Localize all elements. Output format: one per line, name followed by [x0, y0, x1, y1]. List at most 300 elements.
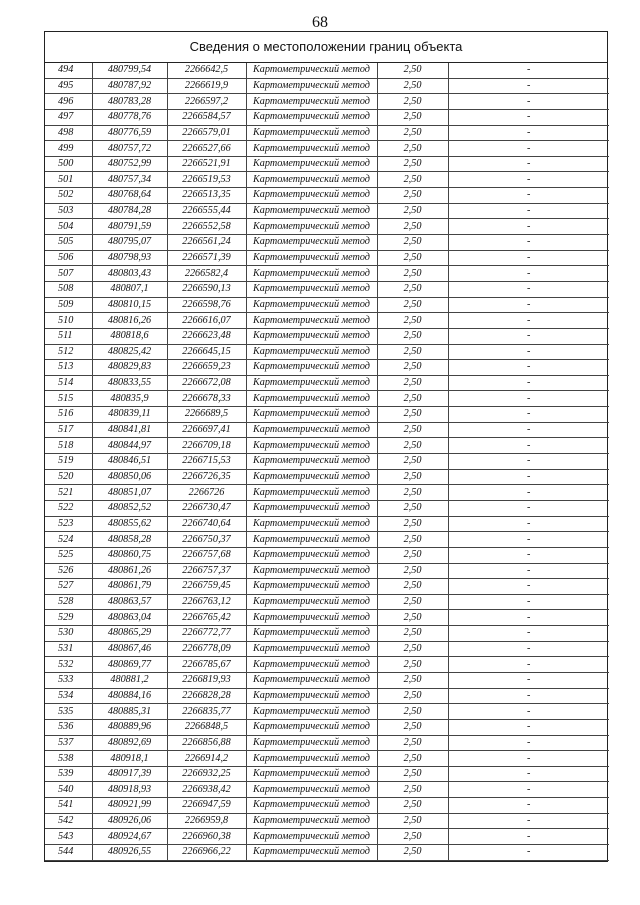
- description-cell: -: [448, 391, 609, 407]
- table-row: [45, 704, 609, 720]
- description-cell: -: [448, 188, 609, 204]
- description-cell: -: [448, 78, 609, 94]
- description-cell: -: [448, 547, 609, 563]
- x-coordinate-cell: 480839,11: [92, 407, 167, 423]
- x-coordinate-cell: 480889,96: [92, 719, 167, 735]
- y-coordinate-cell: 2266848,5: [167, 719, 246, 735]
- method-cell: Картометрический метод: [246, 203, 377, 219]
- precision-cell: 2,50: [377, 125, 448, 141]
- method-cell: Картометрический метод: [246, 610, 377, 626]
- x-coordinate-cell: 480787,92: [92, 78, 167, 94]
- method-cell: Картометрический метод: [246, 672, 377, 688]
- table-row: [45, 641, 609, 657]
- x-coordinate-cell: 480803,43: [92, 266, 167, 282]
- point-number-cell: 494: [45, 63, 92, 78]
- table-row: [45, 813, 609, 829]
- method-cell: Картометрический метод: [246, 156, 377, 172]
- table-row: [45, 109, 609, 125]
- table-row: [45, 360, 609, 376]
- precision-cell: 2,50: [377, 375, 448, 391]
- table-row: [45, 766, 609, 782]
- precision-cell: 2,50: [377, 688, 448, 704]
- table-row: [45, 485, 609, 501]
- point-number-cell: 533: [45, 672, 92, 688]
- y-coordinate-cell: 2266938,42: [167, 782, 246, 798]
- method-cell: Картометрический метод: [246, 766, 377, 782]
- point-number-cell: 519: [45, 454, 92, 470]
- point-number-cell: 535: [45, 704, 92, 720]
- precision-cell: 2,50: [377, 594, 448, 610]
- table-row: [45, 63, 609, 78]
- y-coordinate-cell: 2266778,09: [167, 641, 246, 657]
- description-cell: -: [448, 657, 609, 673]
- point-number-cell: 513: [45, 360, 92, 376]
- y-coordinate-cell: 2266828,28: [167, 688, 246, 704]
- description-cell: -: [448, 641, 609, 657]
- precision-cell: 2,50: [377, 422, 448, 438]
- precision-cell: 2,50: [377, 829, 448, 845]
- point-number-cell: 542: [45, 813, 92, 829]
- table-row: [45, 203, 609, 219]
- x-coordinate-cell: 480869,77: [92, 657, 167, 673]
- table-row: [45, 798, 609, 814]
- description-cell: -: [448, 281, 609, 297]
- y-coordinate-cell: 2266519,53: [167, 172, 246, 188]
- precision-cell: 2,50: [377, 641, 448, 657]
- y-coordinate-cell: 2266555,44: [167, 203, 246, 219]
- point-number-cell: 516: [45, 407, 92, 423]
- description-cell: -: [448, 485, 609, 501]
- description-cell: -: [448, 109, 609, 125]
- y-coordinate-cell: 2266914,2: [167, 751, 246, 767]
- table-row: [45, 829, 609, 845]
- y-coordinate-cell: 2266642,5: [167, 63, 246, 78]
- point-number-cell: 525: [45, 547, 92, 563]
- method-cell: Картометрический метод: [246, 375, 377, 391]
- precision-cell: 2,50: [377, 735, 448, 751]
- y-coordinate-cell: 2266740,64: [167, 516, 246, 532]
- y-coordinate-cell: 2266561,24: [167, 235, 246, 251]
- y-coordinate-cell: 2266616,07: [167, 313, 246, 329]
- precision-cell: 2,50: [377, 391, 448, 407]
- description-cell: -: [448, 407, 609, 423]
- table-row: [45, 672, 609, 688]
- x-coordinate-cell: 480917,39: [92, 766, 167, 782]
- precision-cell: 2,50: [377, 328, 448, 344]
- x-coordinate-cell: 480757,72: [92, 141, 167, 157]
- precision-cell: 2,50: [377, 313, 448, 329]
- precision-cell: 2,50: [377, 156, 448, 172]
- point-number-cell: 531: [45, 641, 92, 657]
- point-number-cell: 524: [45, 532, 92, 548]
- point-number-cell: 520: [45, 469, 92, 485]
- x-coordinate-cell: 480816,26: [92, 313, 167, 329]
- y-coordinate-cell: 2266579,01: [167, 125, 246, 141]
- table-row: [45, 313, 609, 329]
- x-coordinate-cell: 480861,26: [92, 563, 167, 579]
- method-cell: Картометрический метод: [246, 94, 377, 110]
- table-row: [45, 563, 609, 579]
- point-number-cell: 528: [45, 594, 92, 610]
- method-cell: Картометрический метод: [246, 266, 377, 282]
- table-row: [45, 547, 609, 563]
- description-cell: -: [448, 454, 609, 470]
- description-cell: -: [448, 516, 609, 532]
- description-cell: -: [448, 422, 609, 438]
- x-coordinate-cell: 480865,29: [92, 626, 167, 642]
- table-row: [45, 516, 609, 532]
- description-cell: -: [448, 125, 609, 141]
- x-coordinate-cell: 480807,1: [92, 281, 167, 297]
- x-coordinate-cell: 480776,59: [92, 125, 167, 141]
- precision-cell: 2,50: [377, 250, 448, 266]
- point-number-cell: 543: [45, 829, 92, 845]
- precision-cell: 2,50: [377, 579, 448, 595]
- description-cell: -: [448, 250, 609, 266]
- method-cell: Картометрический метод: [246, 704, 377, 720]
- description-cell: -: [448, 219, 609, 235]
- precision-cell: 2,50: [377, 438, 448, 454]
- table-row: [45, 125, 609, 141]
- coordinates-table: [45, 63, 609, 861]
- method-cell: Картометрический метод: [246, 297, 377, 313]
- method-cell: Картометрический метод: [246, 172, 377, 188]
- y-coordinate-cell: 2266772,77: [167, 626, 246, 642]
- precision-cell: 2,50: [377, 563, 448, 579]
- description-cell: -: [448, 328, 609, 344]
- description-cell: -: [448, 688, 609, 704]
- x-coordinate-cell: 480926,06: [92, 813, 167, 829]
- description-cell: -: [448, 532, 609, 548]
- method-cell: Картометрический метод: [246, 813, 377, 829]
- x-coordinate-cell: 480863,04: [92, 610, 167, 626]
- x-coordinate-cell: 480860,75: [92, 547, 167, 563]
- y-coordinate-cell: 2266571,39: [167, 250, 246, 266]
- table-row: [45, 250, 609, 266]
- y-coordinate-cell: 2266619,9: [167, 78, 246, 94]
- y-coordinate-cell: 2266960,38: [167, 829, 246, 845]
- description-cell: -: [448, 156, 609, 172]
- precision-cell: 2,50: [377, 704, 448, 720]
- description-cell: -: [448, 563, 609, 579]
- precision-cell: 2,50: [377, 63, 448, 78]
- point-number-cell: 502: [45, 188, 92, 204]
- description-cell: -: [448, 63, 609, 78]
- method-cell: Картометрический метод: [246, 469, 377, 485]
- y-coordinate-cell: 2266659,23: [167, 360, 246, 376]
- method-cell: Картометрический метод: [246, 219, 377, 235]
- precision-cell: 2,50: [377, 845, 448, 861]
- table-row: [45, 719, 609, 735]
- method-cell: Картометрический метод: [246, 313, 377, 329]
- description-cell: -: [448, 735, 609, 751]
- table-row: [45, 782, 609, 798]
- method-cell: Картометрический метод: [246, 109, 377, 125]
- point-number-cell: 505: [45, 235, 92, 251]
- point-number-cell: 534: [45, 688, 92, 704]
- method-cell: Картометрический метод: [246, 735, 377, 751]
- precision-cell: 2,50: [377, 407, 448, 423]
- precision-cell: 2,50: [377, 626, 448, 642]
- point-number-cell: 517: [45, 422, 92, 438]
- method-cell: Картометрический метод: [246, 454, 377, 470]
- x-coordinate-cell: 480881,2: [92, 672, 167, 688]
- point-number-cell: 509: [45, 297, 92, 313]
- precision-cell: 2,50: [377, 188, 448, 204]
- table-row: [45, 328, 609, 344]
- y-coordinate-cell: 2266598,76: [167, 297, 246, 313]
- precision-cell: 2,50: [377, 798, 448, 814]
- description-cell: -: [448, 141, 609, 157]
- method-cell: Картометрический метод: [246, 235, 377, 251]
- table-row: [45, 454, 609, 470]
- precision-cell: 2,50: [377, 297, 448, 313]
- point-number-cell: 532: [45, 657, 92, 673]
- x-coordinate-cell: 480833,55: [92, 375, 167, 391]
- table-row: [45, 845, 609, 861]
- x-coordinate-cell: 480926,55: [92, 845, 167, 861]
- precision-cell: 2,50: [377, 657, 448, 673]
- x-coordinate-cell: 480783,28: [92, 94, 167, 110]
- description-cell: -: [448, 360, 609, 376]
- method-cell: Картометрический метод: [246, 407, 377, 423]
- description-cell: -: [448, 610, 609, 626]
- point-number-cell: 515: [45, 391, 92, 407]
- x-coordinate-cell: 480757,34: [92, 172, 167, 188]
- y-coordinate-cell: 2266785,67: [167, 657, 246, 673]
- point-number-cell: 497: [45, 109, 92, 125]
- y-coordinate-cell: 2266623,48: [167, 328, 246, 344]
- x-coordinate-cell: 480884,16: [92, 688, 167, 704]
- precision-cell: 2,50: [377, 532, 448, 548]
- point-number-cell: 527: [45, 579, 92, 595]
- table-row: [45, 297, 609, 313]
- description-cell: -: [448, 845, 609, 861]
- method-cell: Картометрический метод: [246, 657, 377, 673]
- table-row: [45, 469, 609, 485]
- x-coordinate-cell: 480892,69: [92, 735, 167, 751]
- table-row: [45, 751, 609, 767]
- precision-cell: 2,50: [377, 235, 448, 251]
- precision-cell: 2,50: [377, 360, 448, 376]
- precision-cell: 2,50: [377, 109, 448, 125]
- x-coordinate-cell: 480784,28: [92, 203, 167, 219]
- point-number-cell: 518: [45, 438, 92, 454]
- description-cell: -: [448, 500, 609, 516]
- precision-cell: 2,50: [377, 813, 448, 829]
- point-number-cell: 496: [45, 94, 92, 110]
- point-number-cell: 508: [45, 281, 92, 297]
- table-row: [45, 141, 609, 157]
- point-number-cell: 523: [45, 516, 92, 532]
- x-coordinate-cell: 480863,57: [92, 594, 167, 610]
- precision-cell: 2,50: [377, 454, 448, 470]
- y-coordinate-cell: 2266757,68: [167, 547, 246, 563]
- x-coordinate-cell: 480918,1: [92, 751, 167, 767]
- precision-cell: 2,50: [377, 141, 448, 157]
- point-number-cell: 526: [45, 563, 92, 579]
- point-number-cell: 511: [45, 328, 92, 344]
- x-coordinate-cell: 480858,28: [92, 532, 167, 548]
- method-cell: Картометрический метод: [246, 485, 377, 501]
- point-number-cell: 544: [45, 845, 92, 861]
- point-number-cell: 506: [45, 250, 92, 266]
- description-cell: -: [448, 313, 609, 329]
- y-coordinate-cell: 2266715,53: [167, 454, 246, 470]
- point-number-cell: 498: [45, 125, 92, 141]
- table-row: [45, 594, 609, 610]
- y-coordinate-cell: 2266819,93: [167, 672, 246, 688]
- method-cell: Картометрический метод: [246, 281, 377, 297]
- x-coordinate-cell: 480768,64: [92, 188, 167, 204]
- x-coordinate-cell: 480885,31: [92, 704, 167, 720]
- point-number-cell: 499: [45, 141, 92, 157]
- y-coordinate-cell: 2266757,37: [167, 563, 246, 579]
- precision-cell: 2,50: [377, 485, 448, 501]
- x-coordinate-cell: 480799,54: [92, 63, 167, 78]
- description-cell: -: [448, 829, 609, 845]
- point-number-cell: 536: [45, 719, 92, 735]
- x-coordinate-cell: 480851,07: [92, 485, 167, 501]
- description-cell: -: [448, 469, 609, 485]
- method-cell: Картометрический метод: [246, 422, 377, 438]
- method-cell: Картометрический метод: [246, 532, 377, 548]
- y-coordinate-cell: 2266856,88: [167, 735, 246, 751]
- y-coordinate-cell: 2266959,8: [167, 813, 246, 829]
- table-row: [45, 219, 609, 235]
- y-coordinate-cell: 2266835,77: [167, 704, 246, 720]
- description-cell: -: [448, 344, 609, 360]
- table-row: [45, 438, 609, 454]
- table-row: [45, 172, 609, 188]
- precision-cell: 2,50: [377, 672, 448, 688]
- method-cell: Картометрический метод: [246, 563, 377, 579]
- point-number-cell: 504: [45, 219, 92, 235]
- description-cell: -: [448, 235, 609, 251]
- method-cell: Картометрический метод: [246, 782, 377, 798]
- method-cell: Картометрический метод: [246, 688, 377, 704]
- x-coordinate-cell: 480791,59: [92, 219, 167, 235]
- table-row: [45, 532, 609, 548]
- y-coordinate-cell: 2266726,35: [167, 469, 246, 485]
- y-coordinate-cell: 2266726: [167, 485, 246, 501]
- x-coordinate-cell: 480846,51: [92, 454, 167, 470]
- table-row: [45, 500, 609, 516]
- point-number-cell: 538: [45, 751, 92, 767]
- table-row: [45, 156, 609, 172]
- table-row: [45, 391, 609, 407]
- table-row: [45, 94, 609, 110]
- y-coordinate-cell: 2266590,13: [167, 281, 246, 297]
- description-cell: -: [448, 297, 609, 313]
- precision-cell: 2,50: [377, 94, 448, 110]
- y-coordinate-cell: 2266763,12: [167, 594, 246, 610]
- description-cell: -: [448, 751, 609, 767]
- precision-cell: 2,50: [377, 203, 448, 219]
- y-coordinate-cell: 2266689,5: [167, 407, 246, 423]
- table-title: Сведения о местоположении границ объекта: [45, 32, 607, 63]
- y-coordinate-cell: 2266750,37: [167, 532, 246, 548]
- method-cell: Картометрический метод: [246, 391, 377, 407]
- point-number-cell: 514: [45, 375, 92, 391]
- point-number-cell: 537: [45, 735, 92, 751]
- x-coordinate-cell: 480752,99: [92, 156, 167, 172]
- method-cell: Картометрический метод: [246, 641, 377, 657]
- x-coordinate-cell: 480921,99: [92, 798, 167, 814]
- table-row: [45, 266, 609, 282]
- x-coordinate-cell: 480852,52: [92, 500, 167, 516]
- point-number-cell: 501: [45, 172, 92, 188]
- description-cell: -: [448, 672, 609, 688]
- x-coordinate-cell: 480861,79: [92, 579, 167, 595]
- precision-cell: 2,50: [377, 219, 448, 235]
- method-cell: Картометрический метод: [246, 63, 377, 78]
- table-row: [45, 610, 609, 626]
- point-number-cell: 539: [45, 766, 92, 782]
- point-number-cell: 540: [45, 782, 92, 798]
- table-row: [45, 657, 609, 673]
- table-row: [45, 235, 609, 251]
- table-row: [45, 188, 609, 204]
- point-number-cell: 521: [45, 485, 92, 501]
- method-cell: Картометрический метод: [246, 438, 377, 454]
- point-number-cell: 512: [45, 344, 92, 360]
- method-cell: Картометрический метод: [246, 344, 377, 360]
- method-cell: Картометрический метод: [246, 78, 377, 94]
- method-cell: Картометрический метод: [246, 751, 377, 767]
- precision-cell: 2,50: [377, 719, 448, 735]
- point-number-cell: 507: [45, 266, 92, 282]
- description-cell: -: [448, 719, 609, 735]
- description-cell: -: [448, 813, 609, 829]
- y-coordinate-cell: 2266597,2: [167, 94, 246, 110]
- y-coordinate-cell: 2266932,25: [167, 766, 246, 782]
- description-cell: -: [448, 594, 609, 610]
- precision-cell: 2,50: [377, 766, 448, 782]
- y-coordinate-cell: 2266730,47: [167, 500, 246, 516]
- method-cell: Картометрический метод: [246, 188, 377, 204]
- description-cell: -: [448, 266, 609, 282]
- point-number-cell: 522: [45, 500, 92, 516]
- point-number-cell: 500: [45, 156, 92, 172]
- method-cell: Картометрический метод: [246, 360, 377, 376]
- point-number-cell: 510: [45, 313, 92, 329]
- coordinates-table-body: [45, 63, 609, 860]
- method-cell: Картометрический метод: [246, 719, 377, 735]
- method-cell: Картометрический метод: [246, 547, 377, 563]
- x-coordinate-cell: 480841,81: [92, 422, 167, 438]
- method-cell: Картометрический метод: [246, 328, 377, 344]
- method-cell: Картометрический метод: [246, 516, 377, 532]
- method-cell: Картометрический метод: [246, 798, 377, 814]
- precision-cell: 2,50: [377, 469, 448, 485]
- precision-cell: 2,50: [377, 610, 448, 626]
- x-coordinate-cell: 480798,93: [92, 250, 167, 266]
- description-cell: -: [448, 766, 609, 782]
- y-coordinate-cell: 2266697,41: [167, 422, 246, 438]
- point-number-cell: 495: [45, 78, 92, 94]
- method-cell: Картометрический метод: [246, 845, 377, 861]
- table-row: [45, 344, 609, 360]
- x-coordinate-cell: 480825,42: [92, 344, 167, 360]
- precision-cell: 2,50: [377, 172, 448, 188]
- y-coordinate-cell: 2266521,91: [167, 156, 246, 172]
- method-cell: Картометрический метод: [246, 594, 377, 610]
- y-coordinate-cell: 2266672,08: [167, 375, 246, 391]
- method-cell: Картометрический метод: [246, 579, 377, 595]
- precision-cell: 2,50: [377, 266, 448, 282]
- y-coordinate-cell: 2266765,42: [167, 610, 246, 626]
